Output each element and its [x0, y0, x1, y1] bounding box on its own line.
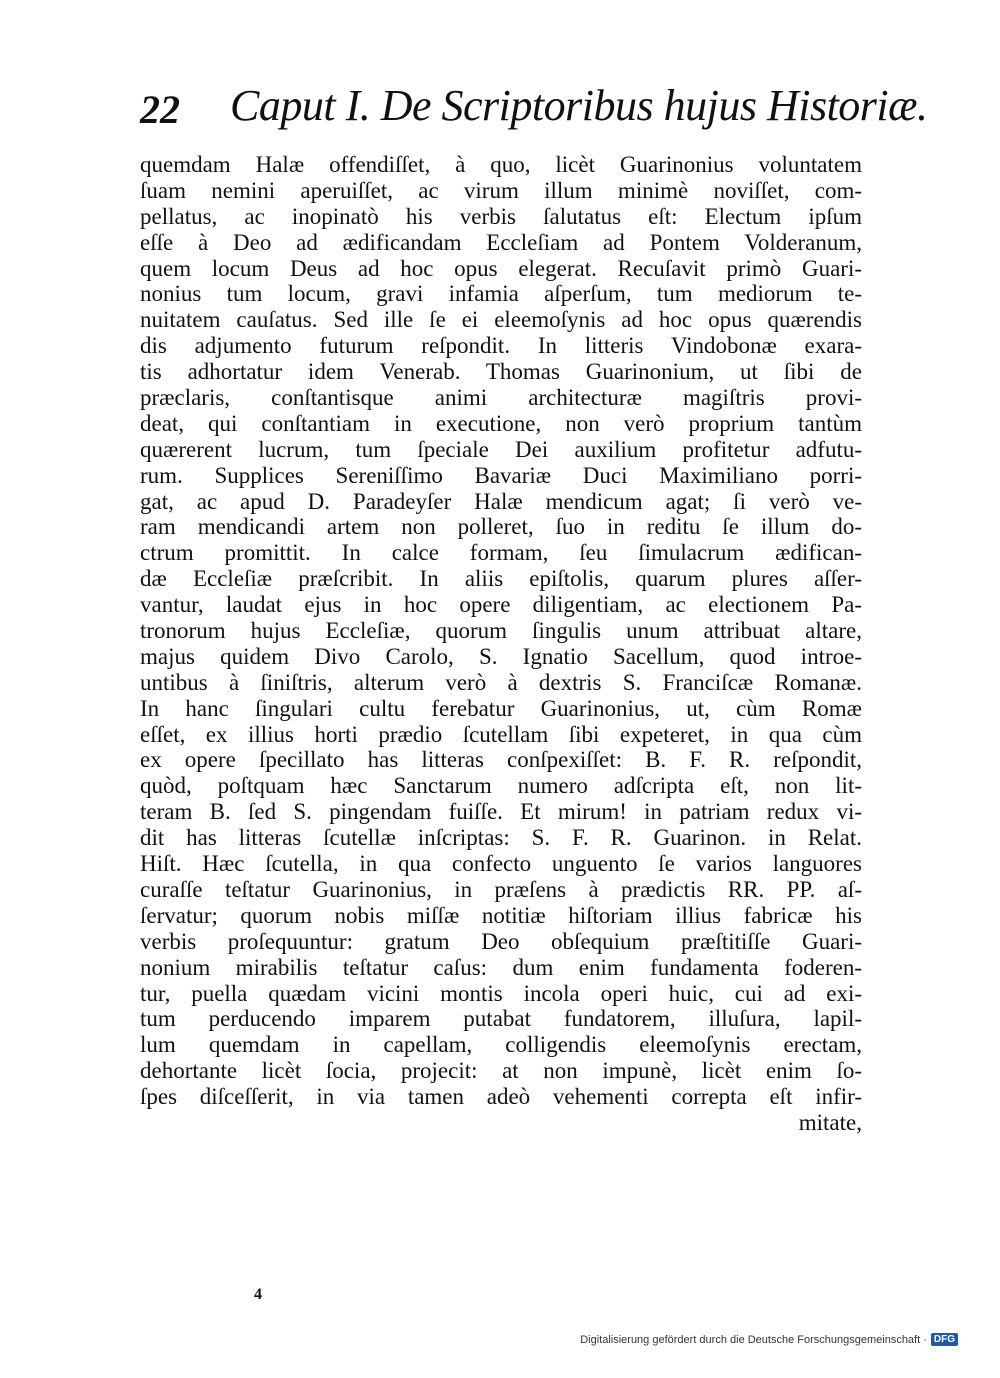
text-line: verbis proſequuntur: gratum Deo obſequium præſtitiſſe Guari-	[140, 928, 862, 954]
text-line: ſpes diſceſſerit, in via tamen adeò vehementi correpta eſt infir-	[140, 1084, 862, 1110]
text-line: ſervatur; quorum nobis miſſæ notitiæ hiſtoriam illius fabricæ his	[140, 902, 862, 928]
text-line: tronorum hujus Eccleſiæ, quorum ſingulis unum attribuat altare,	[140, 618, 862, 644]
text-line: ctrum promittit. In calce formam, ſeu ſimulacrum ædifican-	[140, 540, 862, 566]
text-line: untibus à ſiniſtris, alterum verò à dextris S. Franciſcæ Romanæ.	[140, 669, 862, 695]
text-line: mitate,	[798, 1109, 862, 1135]
digitization-credit	[580, 1333, 958, 1346]
text-line: nuitatem cauſatus. Sed ille ſe ei eleemoſynis ad hoc opus quærendis	[140, 307, 862, 333]
text-line: vantur, laudat ejus in hoc opere diligentiam, ac electionem Pa-	[140, 592, 862, 618]
page-header	[140, 80, 928, 136]
text-line: quòd, poſtquam hæc Sanctarum numero adſcripta eſt, non lit-	[140, 773, 862, 799]
text-line: eſſet, ex illius horti prædio ſcutellam ſibi expeteret, in qua cùm	[140, 721, 862, 747]
body-text	[140, 152, 862, 1136]
text-line: curaſſe teſtatur Guarinonius, in præſens à prædictis RR. PP. aſ-	[140, 876, 862, 902]
stray-mark: 4	[254, 1286, 262, 1303]
text-line: tur, puella quædam vicini montis incola operi huic, cui ad exi-	[140, 980, 862, 1006]
text-line: lum quemdam in capellam, colligendis eleemoſynis erectam,	[140, 1032, 862, 1058]
text-line: dehortante licèt ſocia, projecit: at non impunè, licèt enim ſo-	[140, 1058, 862, 1084]
text-line: nonium mirabilis teſtatur caſus: dum enim fundamenta foderen-	[140, 954, 862, 980]
text-line: gat, ac apud D. Paradeyſer Halæ mendicum agat; ſi verò ve-	[140, 488, 862, 514]
text-line: tum perducendo imparem putabat fundatorem, illuſura, lapil-	[140, 1006, 862, 1032]
dfg-logo-icon: DFG	[931, 1333, 958, 1346]
text-line: dæ Eccleſiæ præſcribit. In aliis epiſtolis, quarum plures aſſer-	[140, 566, 862, 592]
text-line: nonius tum locum, gravi infamia aſperſum, tum mediorum te-	[140, 281, 862, 307]
text-line: deat, qui conſtantiam in executione, non verò proprium tantùm	[140, 410, 862, 436]
running-title: Caput I. De Scriptoribus hujus Historiæ.	[230, 81, 928, 130]
credit-text: Digitalisierung gefördert durch die Deutsche Forschungsgemeinschaft ·	[580, 1333, 927, 1346]
text-line: teram B. ſed S. pingendam fuiſſe. Et mirum! in patriam redux vi-	[140, 799, 862, 825]
text-line: ram mendicandi artem non polleret, ſuo in reditu ſe illum do-	[140, 514, 862, 540]
text-line: præclaris, conſtantisque animi architecturæ magiſtris provi-	[140, 385, 862, 411]
text-line: ex opere ſpecillato has litteras conſpexiſſet: B. F. R. reſpondit,	[140, 747, 862, 773]
text-line: quærerent lucrum, tum ſpeciale Dei auxilium profitetur adfutu-	[140, 436, 862, 462]
text-line: pellatus, ac inopinatò his verbis ſalutatus eſt: Electum ipſum	[140, 203, 862, 229]
text-line: rum. Supplices Sereniſſimo Bavariæ Duci Maximiliano porri-	[140, 462, 862, 488]
text-line: eſſe à Deo ad ædificandam Eccleſiam ad Pontem Volderanum,	[140, 229, 862, 255]
text-line: ſuam nemini aperuiſſet, ac virum illum minimè noviſſet, com-	[140, 177, 862, 203]
text-line: majus quidem Divo Carolo, S. Ignatio Sacellum, quod introe-	[140, 643, 862, 669]
text-line: In hanc ſingulari cultu ferebatur Guarinonius, ut, cùm Romæ	[140, 695, 862, 721]
page-number: 22	[140, 87, 180, 132]
text-line: quemdam Halæ offendiſſet, à quo, licèt Guarinonius voluntatem	[140, 152, 862, 177]
text-line: Hiſt. Hæc ſcutella, in qua confecto unguento ſe varios languores	[140, 851, 862, 877]
text-line: tis adhortatur idem Venerab. Thomas Guarinonium, ut ſibi de	[140, 359, 862, 385]
text-line: quem locum Deus ad hoc opus elegerat. Recuſavit primò Guari-	[140, 255, 862, 281]
text-line: dis adjumento futurum reſpondit. In litteris Vindobonæ exara-	[140, 333, 862, 359]
text-line: dit has litteras ſcutellæ inſcriptas: S. F. R. Guarinon. in Relat.	[140, 825, 862, 851]
